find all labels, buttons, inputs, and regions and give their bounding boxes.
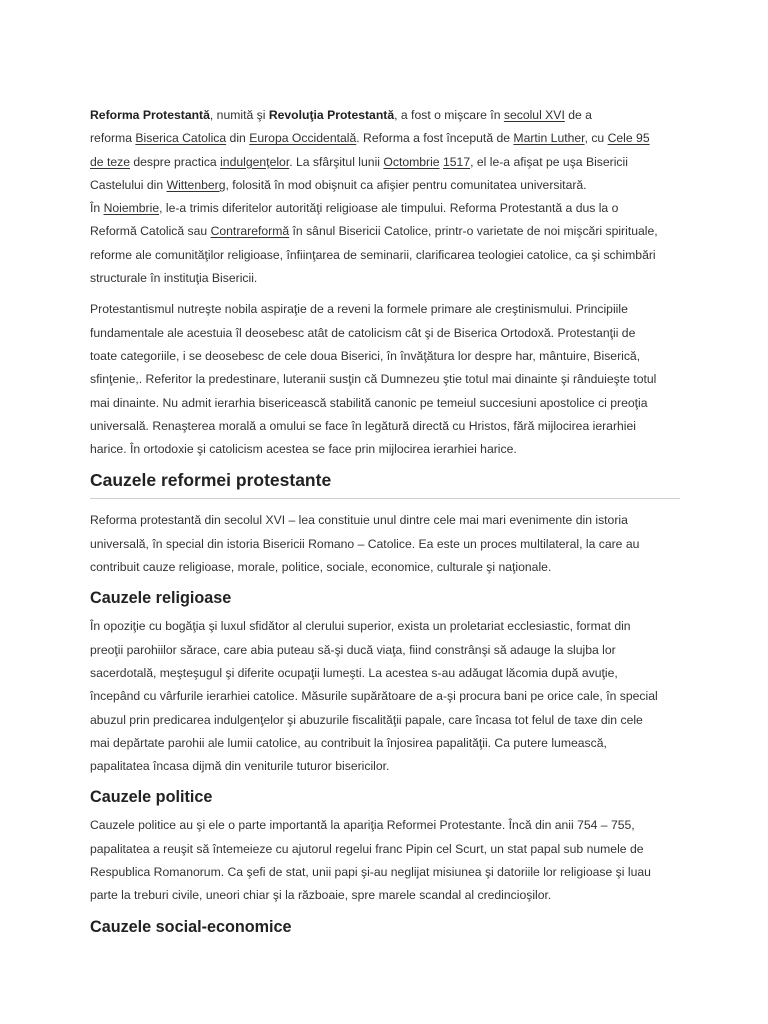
text-run: reforme ale comunităţilor religioase, înfiinţarea de seminarii, clarificarea teologiei catolice, ca şi schimbări [90, 247, 656, 262]
section-title-social-economic: Cauzele social-economice [90, 917, 292, 936]
text-line: contribuit cauze religioase, morale, politice, sociale, economice, culturale şi naţionale. [90, 560, 552, 575]
text-line: sfinţenie,. Referitor la predestinare, luteranii susţin că Dumnezeu ştie totul mai dinainte şi rânduieşte totul [90, 372, 657, 387]
text-run: În [90, 201, 104, 216]
text-line: fundamentale ale acestuia îl deosebesc atât de catolicism cât şi de Biserica Ortodoxă. Protestanţii de [90, 325, 636, 340]
wiki-link[interactable]: Octombrie [383, 154, 440, 169]
text-run: , el le-a afişat pe uşa Bisericii [470, 154, 628, 169]
text-line: Cauzele politice au şi ele o parte importantă la apariţia Reformei Protestante. Încă din anii 754 – 755, [90, 818, 635, 833]
text-line: preoţii parohiilor sărace, care abia puteau să-şi ducă viaţa, fiind constrânşi să adauge la slujba lor [90, 642, 616, 657]
text-line: Reforma protestantă din secolul XVI – lea constituie unul dintre cele mai mari evenimente din istoria [90, 513, 628, 528]
text-run: structurale în instituţia Bisericii. [90, 271, 258, 286]
text-line: sacerdotală, meşteşugul şi diferite ocupaţii lumeşti. La acestea s-au adăugat lăcomia după avuţie, [90, 665, 618, 680]
wiki-link[interactable]: Wittenberg [166, 177, 226, 192]
text-run: Reformă Catolică sau [90, 224, 211, 239]
wiki-link[interactable]: Martin Luther [513, 131, 585, 146]
text-line: abuzul prin predicarea indulgenţelor şi abuzurile fiscalităţii papale, care încasa tot felul de taxe din cele [90, 712, 643, 727]
bold-term: Reforma Protestantă [90, 108, 210, 122]
political-paragraph [90, 814, 680, 907]
text-run: în sânul Bisericii Catolice, printr-o varietate de noi mişcări spirituale, [289, 224, 658, 239]
text-run: , folosită în mod obişnuit ca afişier pentru comunitatea universitară. [225, 177, 587, 192]
text-line: harice. În ortodoxie şi catolicism acestea se face prin mijlocirea ierarhiei harice. [90, 442, 517, 457]
text-line: începând cu vârfurile ierarhiei catolice. Măsurile supărătoare de a-şi procura bani pe orice cale, în special [90, 689, 658, 704]
text-line: Respublica Romanorum. Ca şefi de stat, unii papi şi-au neglijat misiunea şi datoriile lor religioase şi luau [90, 865, 651, 880]
wiki-link[interactable]: Europa Occidentală [249, 131, 357, 146]
text-run: , cu [584, 131, 608, 146]
wiki-link[interactable]: de teze [90, 154, 130, 169]
text-run: . La sfârşitul lunii [289, 154, 384, 169]
text-line: universală. Renaşterea morală a omului se face în legătură directă cu Hristos, fără mijlocirea ierarhiei [90, 418, 636, 433]
text-run: din [226, 131, 250, 146]
text-line: mai dinainte. Nu admit ierarhia bisericească stabilită canonic pe temeiul succesiuni apostolice ci preoţia [90, 395, 648, 410]
text-run: , a fost o mişcare în [394, 108, 504, 122]
section-title-religious: Cauzele religioase [90, 589, 232, 608]
text-run: reforma [90, 131, 136, 146]
wiki-link[interactable]: 1517 [442, 154, 471, 169]
text-line: toate categoriile, i se deosebesc de cele doua Biserici, în învăţătura lor despre har, mântuire, Biserică, [90, 348, 641, 363]
wiki-link[interactable]: Biserica Catolica [135, 131, 227, 146]
protestantism-paragraph [90, 298, 680, 461]
section-title-causes: Cauzele reformei protestante [90, 469, 680, 499]
text-line: papalitatea încasa dijmă din veniturile tuturor bisericilor. [90, 759, 390, 774]
text-run: despre practica [129, 154, 221, 169]
text-run: Castelului din [90, 177, 167, 192]
text-line: În opoziţie cu bogăţia şi luxul sfidător al clerului superior, exista un proletariat ecclesiastic, format din [90, 619, 631, 634]
causes-paragraph [90, 509, 680, 579]
text-line: mai depărtate parohii ale lumii catolice, au contribuit la înjosirea papalităţii. Ca putere lumească, [90, 735, 607, 750]
text-line: Protestantismul nutreşte nobila aspiraţie de a reveni la formele primare ale creştinismului. Principiile [90, 302, 628, 317]
text-run: de a [564, 108, 592, 122]
wiki-link[interactable]: Cele 95 [607, 131, 650, 146]
text-line: universală, în special din istoria Bisericii Romano – Catolice. Ea este un proces multilateral, la care au [90, 536, 640, 551]
intro-paragraph [90, 104, 680, 290]
wiki-link[interactable]: Noiembrie [103, 201, 160, 216]
wiki-link[interactable]: secolul XVI [503, 108, 565, 122]
section-title-political: Cauzele politice [90, 788, 213, 807]
wiki-link[interactable]: indulgenţelor [220, 154, 290, 169]
article-body [90, 104, 680, 944]
text-run: , numită şi [209, 108, 269, 122]
bold-term: Revoluţia Protestantă [268, 108, 395, 122]
text-line: parte la treburi civile, uneori chiar şi la războaie, spre marele scandal al credincioşilor. [90, 888, 552, 903]
religious-paragraph [90, 615, 680, 778]
wiki-link[interactable]: Contrareformă [210, 224, 290, 239]
text-run: , le-a trimis diferitelor autorităţi religioase ale timpului. Reforma Protestantă a dus la o [159, 201, 619, 216]
text-run: . Reforma a fost începută de [356, 131, 514, 146]
text-line: papalitatea a reuşit să întemeieze cu ajutorul regelui franc Pipin cel Scurt, un stat papal sub numele de [90, 841, 644, 856]
